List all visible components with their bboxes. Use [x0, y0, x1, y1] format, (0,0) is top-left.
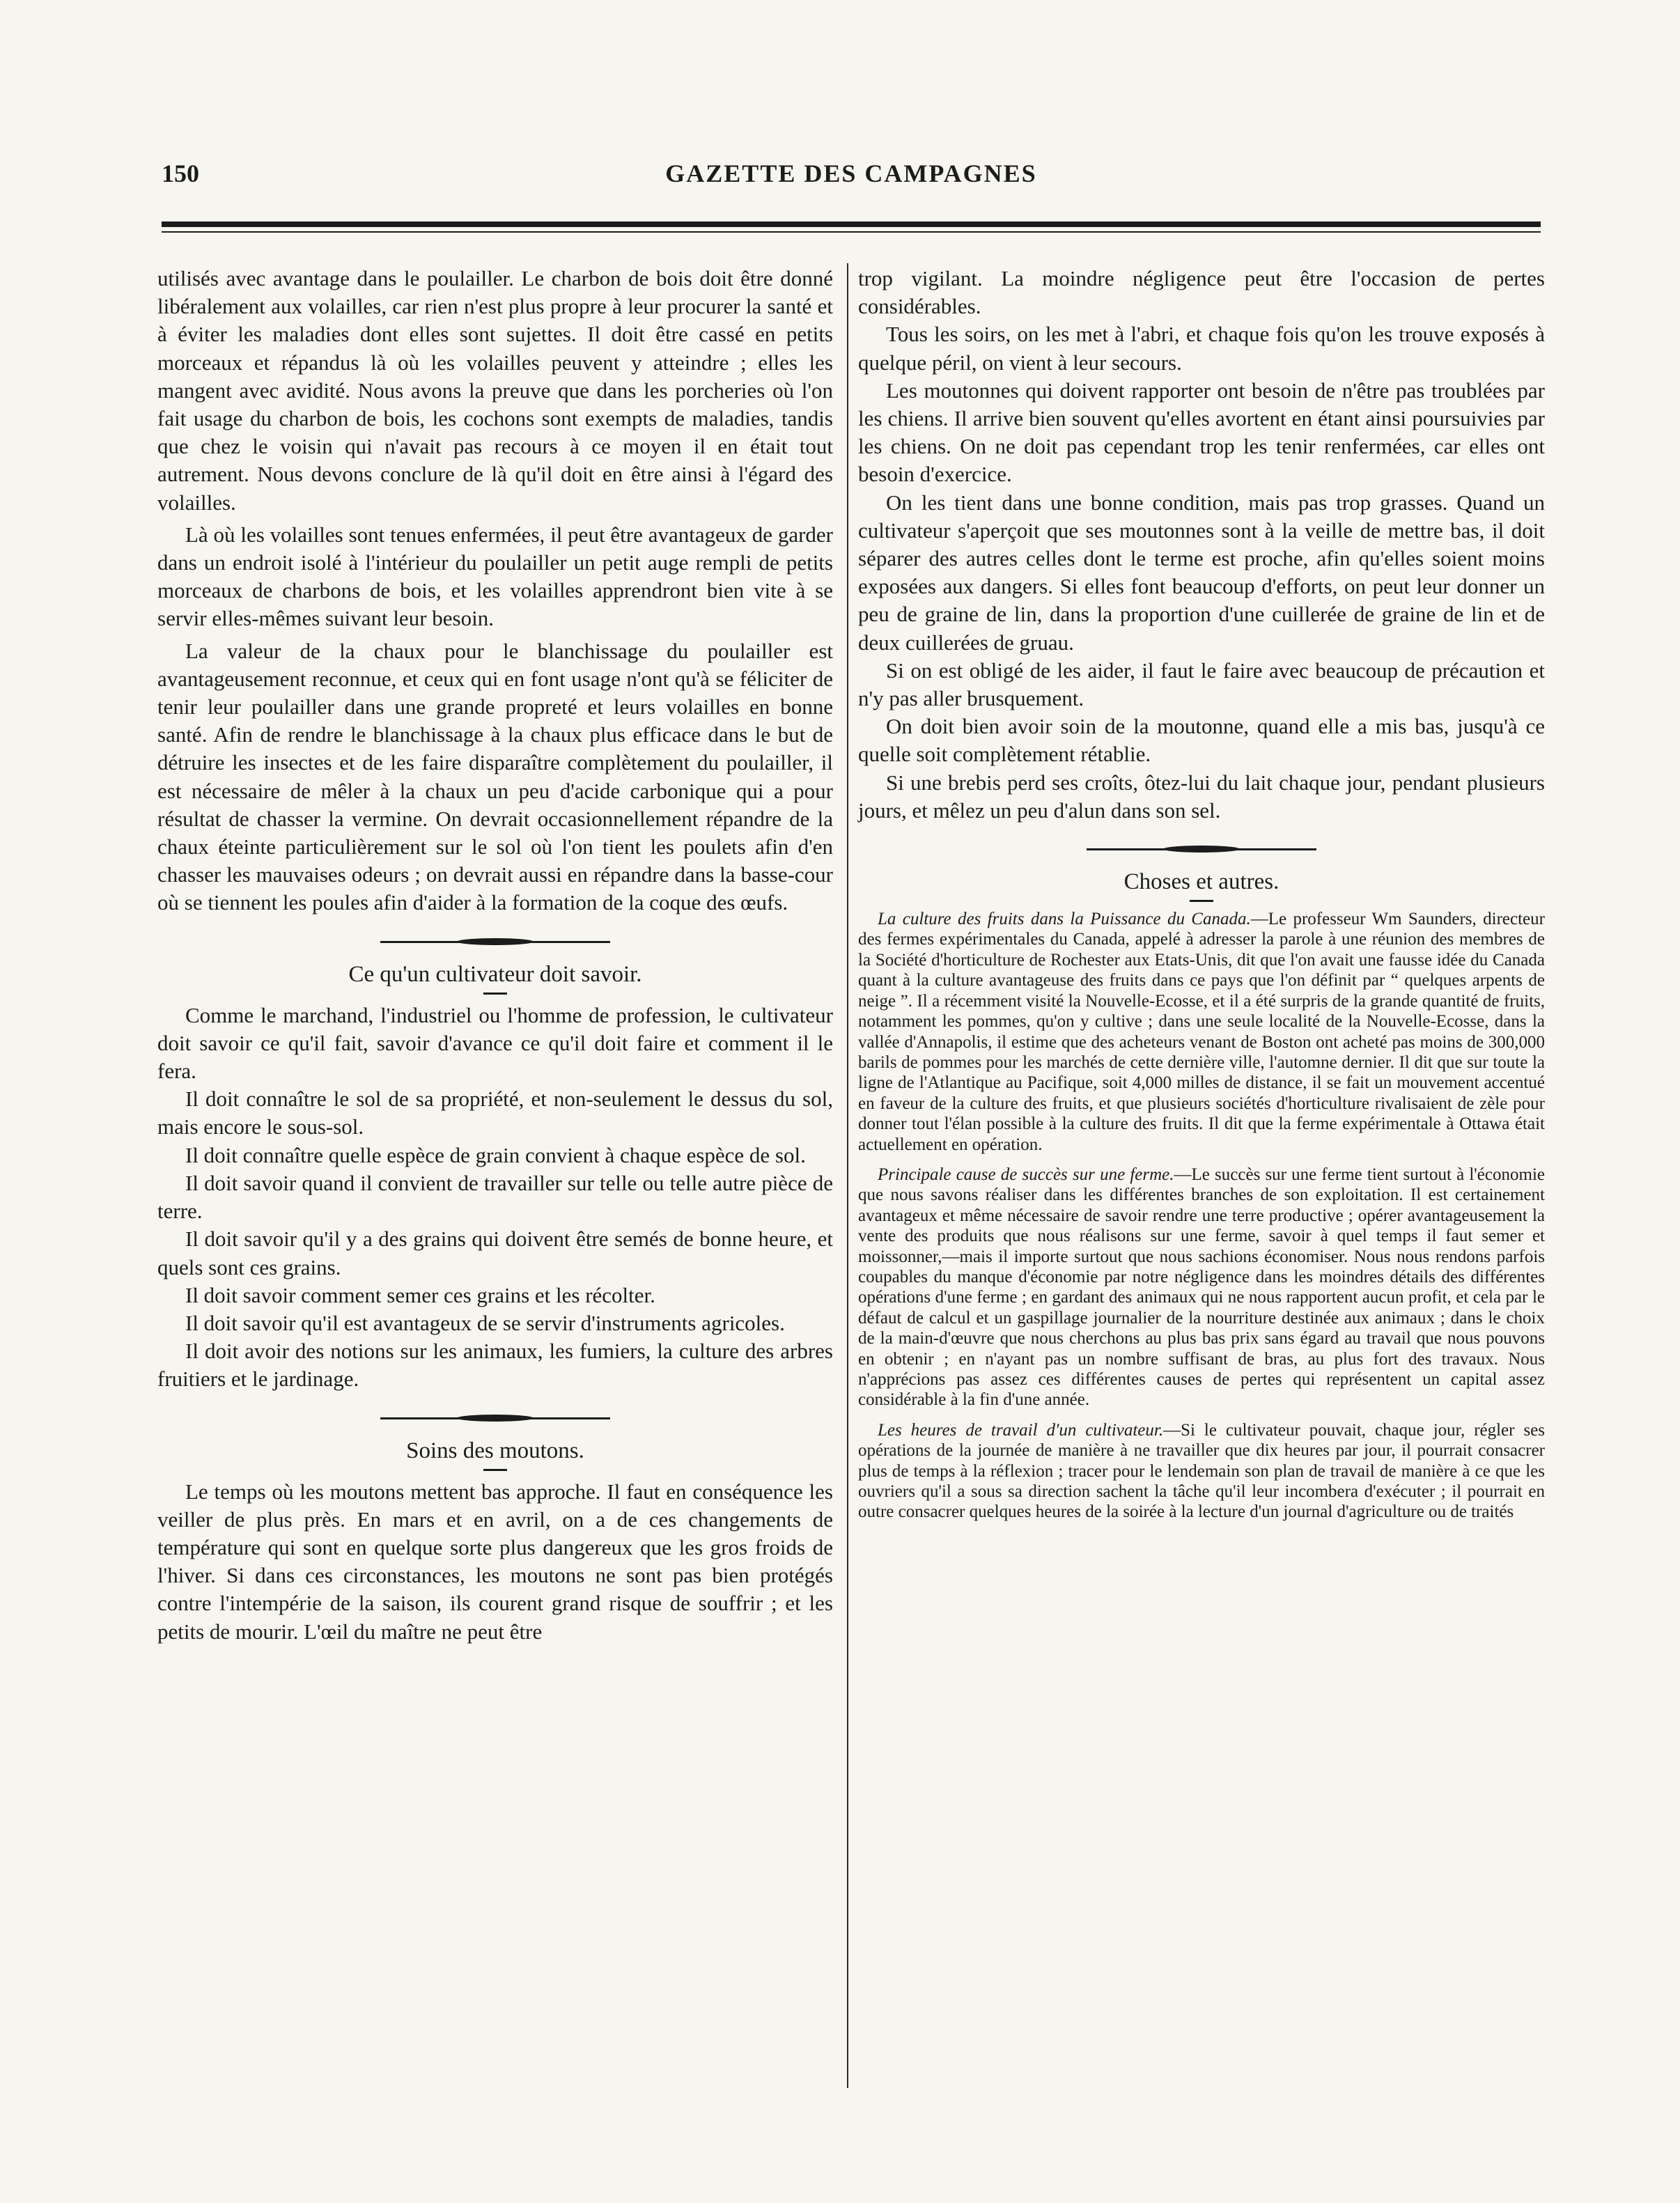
news-item-lead: Les heures de travail d'un cultivateur.	[878, 1420, 1164, 1440]
paragraph: Tous les soirs, on les met à l'abri, et chaque fois qu'on les trouve exposés à quelque péril, on vient à leur secours.	[858, 322, 1545, 375]
heading-dash	[1190, 900, 1213, 902]
column-divider	[847, 263, 848, 2088]
paragraph: Les moutonnes qui doivent rapporter ont besoin de n'être pas troublées par les chiens. Il arrive bien souvent qu'elles avortent en étant ainsi poursuivies par les chiens. On ne doit pas cependant trop les tenir renfermées, car elles ont besoin d'exercice.	[858, 377, 1545, 487]
paragraph: Il doit connaître le sol de sa propriété, et non-seulement le dessus du sol, mais encore le sous-sol.	[157, 1087, 833, 1139]
section-heading: Choses et autres.	[1123, 869, 1280, 895]
paragraph: La valeur de la chaux pour le blanchissage du poulailler est avantageusement reconnue, et ceux qui en font usage n'ont qu'à se féliciter de tenir leur poulailler dans une grande propreté et leurs volailles en bonne santé. Afin de rendre le blanchissage à la chaux plus efficace dans le but de détruire les insectes et de les faire disparaître complètement du poulailler, il est nécessaire de mêler à la chaux un peu d'acide carbonique qui a pour résultat de chasser la vermine. On devrait occasionnellement répandre de la chaux éteinte particulièrement sur le sol où l'on tient les poulets afin d'en chasser les mauvaises odeurs ; on devrait aussi en répandre dans la basse-cour où se tiennent les poules afin d'aider à la formation de la coque des œufs.	[157, 638, 833, 915]
news-item	[858, 1420, 1545, 1523]
news-item-lead: Principale cause de succès sur une ferme.	[878, 1165, 1174, 1184]
left-column	[157, 265, 833, 1646]
news-item-lead: La culture des fruits dans la Puissance du Canada.	[878, 910, 1251, 929]
header-rule-thin	[162, 231, 1541, 233]
paragraph: Comme le marchand, l'industriel ou l'homme de profession, le cultivateur doit savoir ce qu'il fait, savoir d'avance ce qu'il doit faire et comment il le fera.	[157, 1002, 833, 1084]
news-item-text: —Le professeur Wm Saunders, directeur des fermes expérimentales du Canada, appelé à adresser la parole à une réunion des membres de la Société d'horticulture de Rochester aux Etats-Unis, dit que l'on avait une fausse idée du Canada quant à la culture avantageuse des fruits dans ce pays que l'on définit par “ quelques arpents de neige ”. Il a récemment visité la Nouvelle-Ecosse, et il a été surpris de la grande quantité de fruits, notamment les pommes, qu'on y cultive ; dans une seule localité de la Nouvelle-Ecosse, dans la vallée d'Annapolis, il estime que des acheteurs venant de Boston ont acheté pas moins de 300,000 barils de pommes pour les marchés de cette dernière ville, l'automne dernier. Il dit que sur toute la ligne de l'Atlantique au Pacifique, soit 4,000 milles de distance, il se fait un mouvement accentué en faveur de la culture des fruits, et que plusieurs sociétés d'horticulture rivalisaient de zèle pour donner tout l'élan possible à la culture des fruits. Il dit que la ferme expérimentale à Ottawa était actuellement en opération.	[858, 910, 1545, 1154]
page-header	[162, 159, 1541, 194]
paragraph: Si on est obligé de les aider, il faut le faire avec beaucoup de précaution et n'y pas aller brusquement.	[858, 657, 1545, 711]
section-separator	[380, 1412, 610, 1426]
heading-dash	[483, 992, 507, 995]
header-rule-thick	[162, 221, 1541, 227]
paragraph: Il doit savoir qu'il y a des grains qui doivent être semés de bonne heure, et quels sont ces grains.	[157, 1227, 833, 1279]
paragraph: utilisés avec avantage dans le poulailler. Le charbon de bois doit être donné libéralement aux volailles, car rien n'est plus propre à leur procurer la santé et à éviter les maladies dont elles sont sujettes. Il doit être cassé en petits morceaux et répandus là où les volailles peuvent y atteindre ; elles les mangent avec avidité. Nous avons la preuve que dans les porcheries où l'on fait usage du charbon de bois, les cochons sont exempts de maladies, tandis que chez le voisin qui n'avait pas recours à ce moyen il en était tout autrement. Nous devons conclure de là qu'il doit en être ainsi à l'égard des volailles.	[157, 266, 833, 515]
paragraph: Il doit avoir des notions sur les animaux, les fumiers, la culture des arbres fruitiers et le jardinage.	[157, 1339, 833, 1392]
paragraph: Il doit savoir comment semer ces grains et les récolter.	[185, 1282, 655, 1307]
paragraph: On les tient dans une bonne condition, mais pas trop grasses. Quand un cultivateur s'aperçoit que ses moutonnes sont à la veille de mettre bas, il doit séparer des autres celles dont le terme est proche, afin qu'elles soient moins exposées aux dangers. Si elles font beaucoup d'efforts, on peut leur donner un peu de graine de lin, dans la proportion d'une cuillerée de graine de lin et de deux cuillerées de gruau.	[858, 490, 1545, 655]
paragraph: Il doit savoir qu'il est avantageux de se servir d'instruments agricoles.	[185, 1310, 785, 1335]
page-number: 150	[162, 159, 199, 187]
paragraph: trop vigilant. La moindre négligence peut être l'occasion de pertes considérables.	[858, 266, 1545, 319]
section-separator	[380, 935, 610, 949]
running-title: GAZETTE DES CAMPAGNES	[665, 159, 1037, 187]
news-item	[858, 1165, 1545, 1410]
section-heading: Soins des moutons.	[406, 1438, 584, 1463]
paragraph: Si une brebis perd ses croîts, ôtez-lui du lait chaque jour, pendant plusieurs jours, et mêlez un peu d'alun dans son sel.	[858, 770, 1545, 823]
paragraph: Le temps où les moutons mettent bas approche. Il faut en conséquence les veiller de plus près. En mars et en avril, on a de ces changements de température qui sont en quelque sorte plus dangereux que les gros froids de l'hiver. Si dans ces circonstances, les moutons ne sont pas bien protégés contre l'intempérie de la saison, ils courent grand risque de souffrir ; et les petits de mourir. L'œil du maître ne peut être	[157, 1479, 833, 1644]
paragraph: On doit bien avoir soin de la moutonne, quand elle a mis bas, jusqu'à ce quelle soit complètement rétablie.	[858, 714, 1545, 767]
paragraph: Là où les volailles sont tenues enfermées, il peut être avantageux de garder dans un endroit isolé à l'intérieur du poulailler un petit auge rempli de petits morceaux de charbons de bois, et les volailles apprendront bien vite à se servir elles-mêmes suivant leur besoin.	[157, 522, 833, 631]
section-heading: Ce qu'un cultivateur doit savoir.	[348, 961, 642, 987]
section-separator	[1087, 843, 1316, 857]
news-item-text: —Si le cultivateur pouvait, chaque jour, régler ses opérations de la journée de manière à ne travailler que dix heures par jour, il pourrait consacrer plus de temps à la réflexion ; tracer pour le lendemain son plan de travail de manière à ce que les ouvriers qu'il a sous sa direction sachent la tâche qu'il leur incombera d'exécuter ; il pourrait en outre consacrer quelques heures de la soirée à la lecture d'un journal d'agriculture ou de traités	[858, 1420, 1545, 1522]
news-item-text: —Le succès sur une ferme tient surtout à l'économie que nous savons réaliser dans les différentes branches de son exploitation. Il est certainement avantageux et même nécessaire de savoir rendre une terre productive ; opérer avantageusement la vente des produits que nous réalisons sur une ferme, savoir à quel temps il faut semer et moissonner,—mais il importe surtout que nous sachions économiser. Nous nous rendons parfois coupables du manque d'économie par notre négligence dans les moindres détails des différentes opérations d'une ferme ; en gardant des animaux qui ne nous rapportent aucun profit, et cela par le défaut de calcul et un gaspillage journalier de la nourriture destinée aux animaux ; dans le choix de la main-d'œuvre que nous cherchons au plus bas prix sans égard au travail que nous pouvons en obtenir ; en n'ayant pas un nombre suffisant de bras, au plus fort des travaux. Nous n'apprécions pas assez ces différentes causes de pertes qui représentent un capital assez considérable à la fin d'une année.	[858, 1165, 1545, 1410]
paragraph: Il doit savoir quand il convient de travailler sur telle ou telle autre pièce de terre.	[157, 1170, 833, 1224]
heading-dash	[483, 1469, 507, 1471]
paragraph: Il doit connaître quelle espèce de grain convient à chaque espèce de sol.	[185, 1142, 806, 1167]
news-item	[858, 909, 1545, 1155]
right-column	[858, 265, 1545, 1523]
